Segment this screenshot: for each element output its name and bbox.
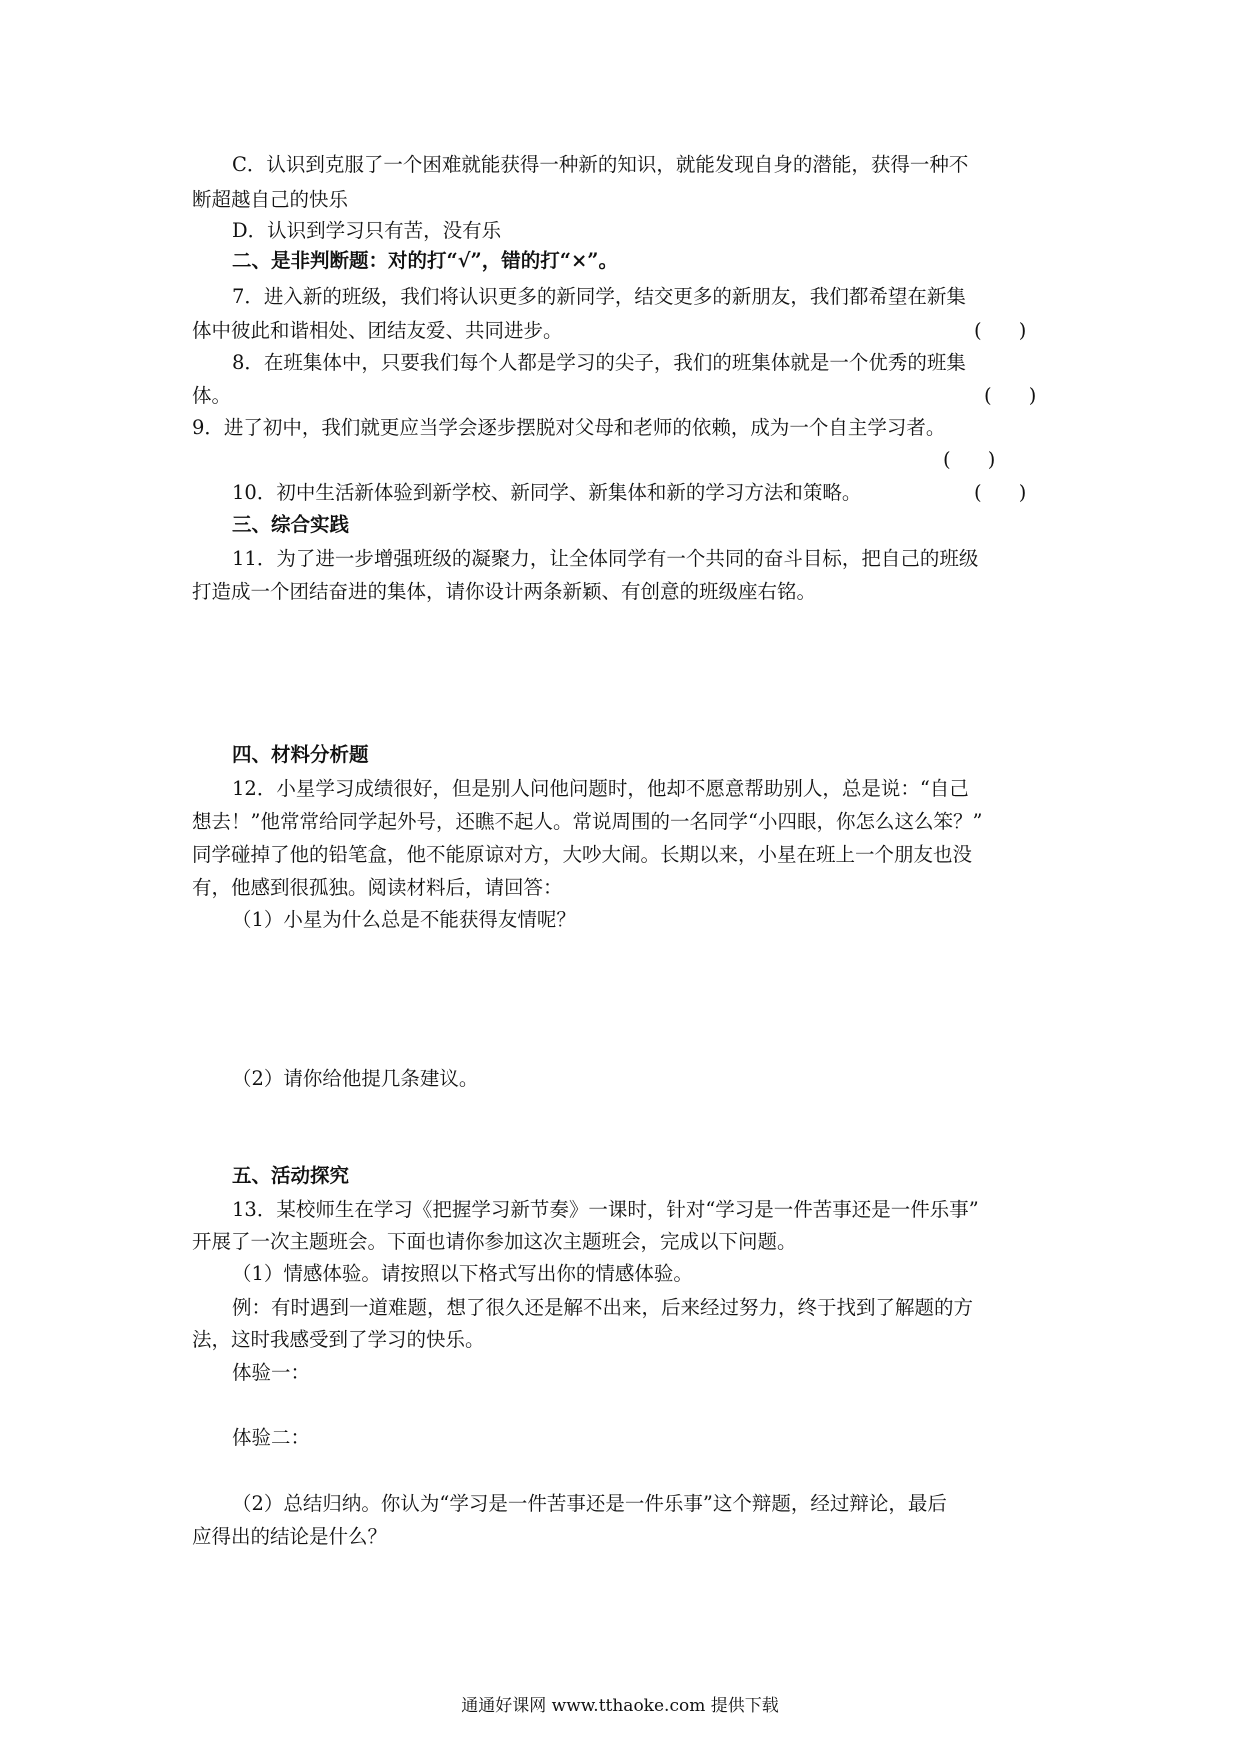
q6-option-c-line2: 断超越自己的快乐 (192, 188, 349, 211)
section3-title: 三、综合实践 (232, 513, 350, 536)
q12-sub1: （1）小星为什么总是不能获得友情呢？ (232, 908, 576, 931)
q6-option-d: D．认识到学习只有苦，没有乐 (232, 219, 502, 242)
q7-line2: 体中彼此和谐相处、团结友爱、共同进步。 (192, 319, 563, 342)
q13-sub2-line1: （2）总结归纳。你认为“学习是一件苦事还是一件乐事”这个辩题，经过辩论，最后 (232, 1492, 947, 1515)
section4-title: 四、材料分析题 (232, 743, 369, 766)
q13-example-line2: 法，这时我感受到了学习的快乐。 (192, 1328, 485, 1351)
q13-line2: 开展了一次主题班会。下面也请你参加这次主题班会，完成以下问题。 (192, 1230, 797, 1253)
q11-line2: 打造成一个团结奋进的集体，请你设计两条新颖、有创意的班级座右铭。 (192, 580, 817, 603)
q12-line2: 想去！”他常常给同学起外号，还瞧不起人。常说周围的一名同学“小四眼，你怎么这么笨？” (192, 810, 983, 833)
section2-title: 二、是非判断题：对的打“√”，错的打“×”。 (232, 249, 619, 272)
q13-experience1: 体验一： (232, 1361, 311, 1384)
q13-sub2-line2: 应得出的结论是什么？ (192, 1525, 388, 1548)
q8-answer-paren: ( ) (984, 384, 1037, 407)
q12-line3: 同学碰掉了他的铅笔盒，他不能原谅对方，大吵大闹。长期以来，小星在班上一个朋友也没 (192, 843, 973, 866)
q12-line4: 有，他感到很孤独。阅读材料后，请回答： (192, 876, 563, 899)
q6-option-c-line1: C．认识到克服了一个困难就能获得一种新的知识，就能发现自身的潜能，获得一种不 (232, 153, 969, 176)
q10: 10．初中生活新体验到新学校、新同学、新集体和新的学习方法和策略。 (232, 481, 862, 504)
q13-example-line1: 例：有时遇到一道难题，想了很久还是解不出来，后来经过努力，终于找到了解题的方 (232, 1296, 974, 1319)
q12-line1: 12．小星学习成绩很好，但是别人问他问题时，他却不愿意帮助别人，总是说：“自己 (232, 777, 969, 800)
q10-answer-paren: ( ) (974, 481, 1027, 504)
q7-answer-paren: ( ) (974, 319, 1027, 342)
q9: 9．进了初中，我们就更应当学会逐步摆脱对父母和老师的依赖，成为一个自主学习者。 (192, 416, 946, 439)
page-footer: 通通好课网 www.tthaoke.com 提供下载 (461, 1696, 779, 1716)
q8-line1: 8．在班集体中，只要我们每个人都是学习的尖子，我们的班集体就是一个优秀的班集 (232, 351, 966, 374)
section5-title: 五、活动探究 (232, 1164, 350, 1187)
q11-line1: 11．为了进一步增强班级的凝聚力，让全体同学有一个共同的奋斗目标，把自己的班级 (232, 547, 979, 570)
q12-sub2: （2）请你给他提几条建议。 (232, 1067, 479, 1090)
q13-sub1: （1）情感体验。请按照以下格式写出你的情感体验。 (232, 1262, 693, 1285)
q9-answer-paren: ( ) (943, 448, 996, 471)
q8-line2: 体。 (192, 384, 232, 407)
q13-line1: 13．某校师生在学习《把握学习新节奏》一课时，针对“学习是一件苦事还是一件乐事” (232, 1198, 979, 1221)
q13-experience2: 体验二： (232, 1426, 311, 1449)
q7-line1: 7．进入新的班级，我们将认识更多的新同学，结交更多的新朋友，我们都希望在新集 (232, 285, 966, 308)
